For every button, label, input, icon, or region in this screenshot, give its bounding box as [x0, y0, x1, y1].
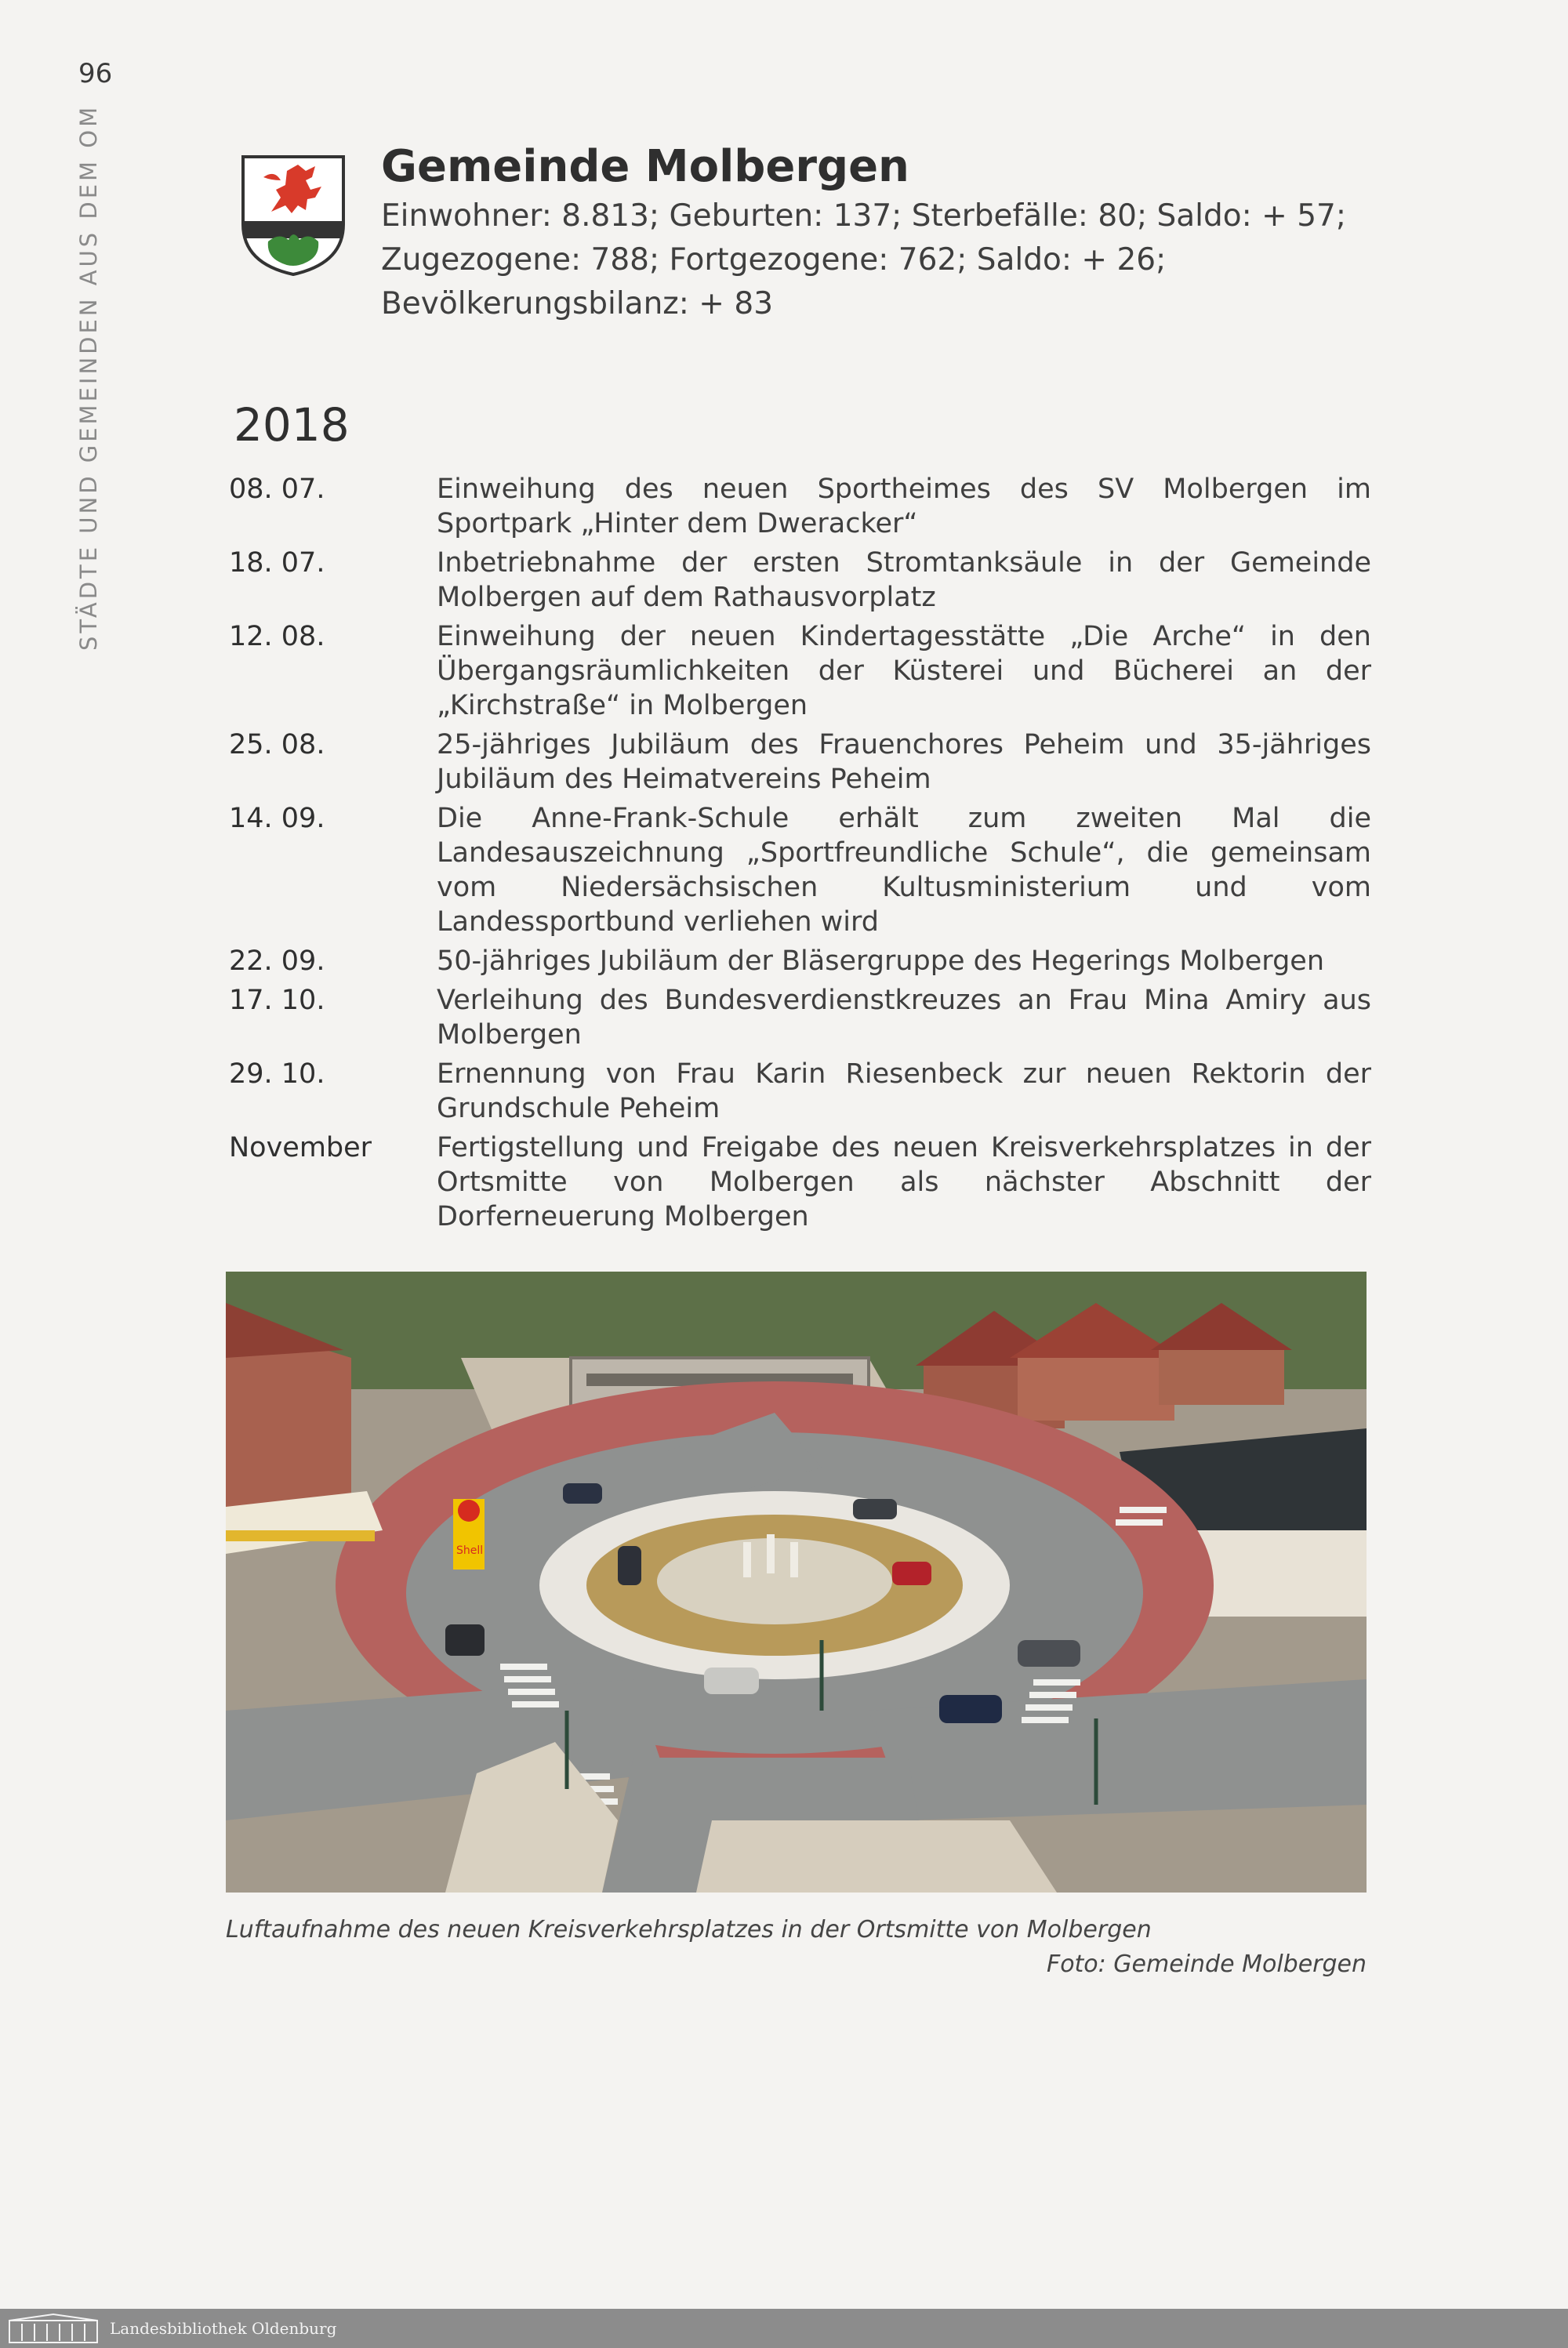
stats-line: Zugezogene: 788; Fortgezogene: 762; Saldo: + 26;	[381, 242, 1167, 278]
side-label: STÄDTE UND GEMEINDEN AUS DEM OM	[75, 103, 102, 651]
photo-caption-block	[226, 1913, 1367, 1982]
event-date: 29. 10.	[229, 1058, 325, 1090]
event-text: Die Anne-Frank-Schule erhält zum zweiten Mal die Landesauszeichnung „Sportfreundliche Schule“, die gemeinsam vom Niedersächsischen Kultusministerium und vom Landessportbund verliehen wird	[437, 803, 1371, 938]
event-date: 18. 07.	[229, 547, 325, 579]
stats-line: Bevölkerungsbilanz: + 83	[381, 286, 774, 321]
event-date: November	[229, 1132, 372, 1163]
event-list	[229, 472, 1381, 1239]
event-text: Einweihung der neuen Kindertagesstätte „Die Arche“ in den Übergangsräumlichkeiten der Küsterei und Bücherei an der „Kirchstraße“ in Molbergen	[437, 621, 1371, 721]
event-item	[229, 1130, 1381, 1234]
event-text: 25-jähriges Jubiläum des Frauenchores Peheim und 35-jähriges Jubiläum des Heimatvereins Peheim	[437, 729, 1371, 795]
page-title: Gemeinde Molbergen	[381, 141, 909, 192]
shell-sign-label: Shell	[456, 1544, 484, 1557]
event-date: 17. 10.	[229, 985, 325, 1016]
event-text: Fertigstellung und Freigabe des neuen Kreisverkehrsplatzes in der Ortsmitte von Molbergen als nächster Abschnitt der Dorferneuerung Molbergen	[437, 1132, 1371, 1232]
event-item	[229, 619, 1381, 723]
event-item	[229, 801, 1381, 939]
event-item	[229, 944, 1381, 978]
event-date: 14. 09.	[229, 803, 325, 834]
event-item	[229, 472, 1381, 541]
coat-of-arms-icon	[240, 154, 347, 278]
page-number: 96	[78, 58, 113, 89]
event-item	[229, 546, 1381, 615]
event-date: 08. 07.	[229, 474, 325, 505]
roundabout-aerial-photo	[226, 1272, 1367, 1893]
aerial-photo-illustration	[226, 1272, 1367, 1893]
event-item	[229, 1057, 1381, 1126]
event-text: Ernennung von Frau Karin Riesenbeck zur neuen Rektorin der Grundschule Peheim	[437, 1058, 1371, 1124]
event-text: 50-jähriges Jubiläum der Bläsergruppe des Hegerings Molbergen	[437, 945, 1325, 977]
event-date: 12. 08.	[229, 621, 325, 652]
event-text: Verleihung des Bundesverdienstkreuzes an Frau Mina Amiry aus Molbergen	[437, 985, 1371, 1051]
population-stats	[381, 194, 1400, 326]
footer-text: Landesbibliothek Oldenburg	[110, 2319, 337, 2338]
event-text: Inbetriebnahme der ersten Stromtanksäule in der Gemeinde Molbergen auf dem Rathausvorplatz	[437, 547, 1371, 613]
event-item	[229, 728, 1381, 797]
event-date: 25. 08.	[229, 729, 325, 760]
year-heading: 2018	[234, 398, 350, 452]
library-footer	[0, 2309, 1568, 2348]
photo-caption: Luftaufnahme des neuen Kreisverkehrsplatzes in der Ortsmitte von Molbergen	[226, 1916, 1152, 1943]
event-date: 22. 09.	[229, 945, 325, 977]
photo-credit: Foto: Gemeinde Molbergen	[1046, 1951, 1367, 1978]
event-text: Einweihung des neuen Sportheimes des SV Molbergen im Sportpark „Hinter dem Dweracker“	[437, 474, 1371, 539]
library-building-icon	[6, 2313, 100, 2344]
event-item	[229, 983, 1381, 1052]
stats-line: Einwohner: 8.813; Geburten: 137; Sterbefälle: 80; Saldo: + 57;	[381, 198, 1346, 234]
